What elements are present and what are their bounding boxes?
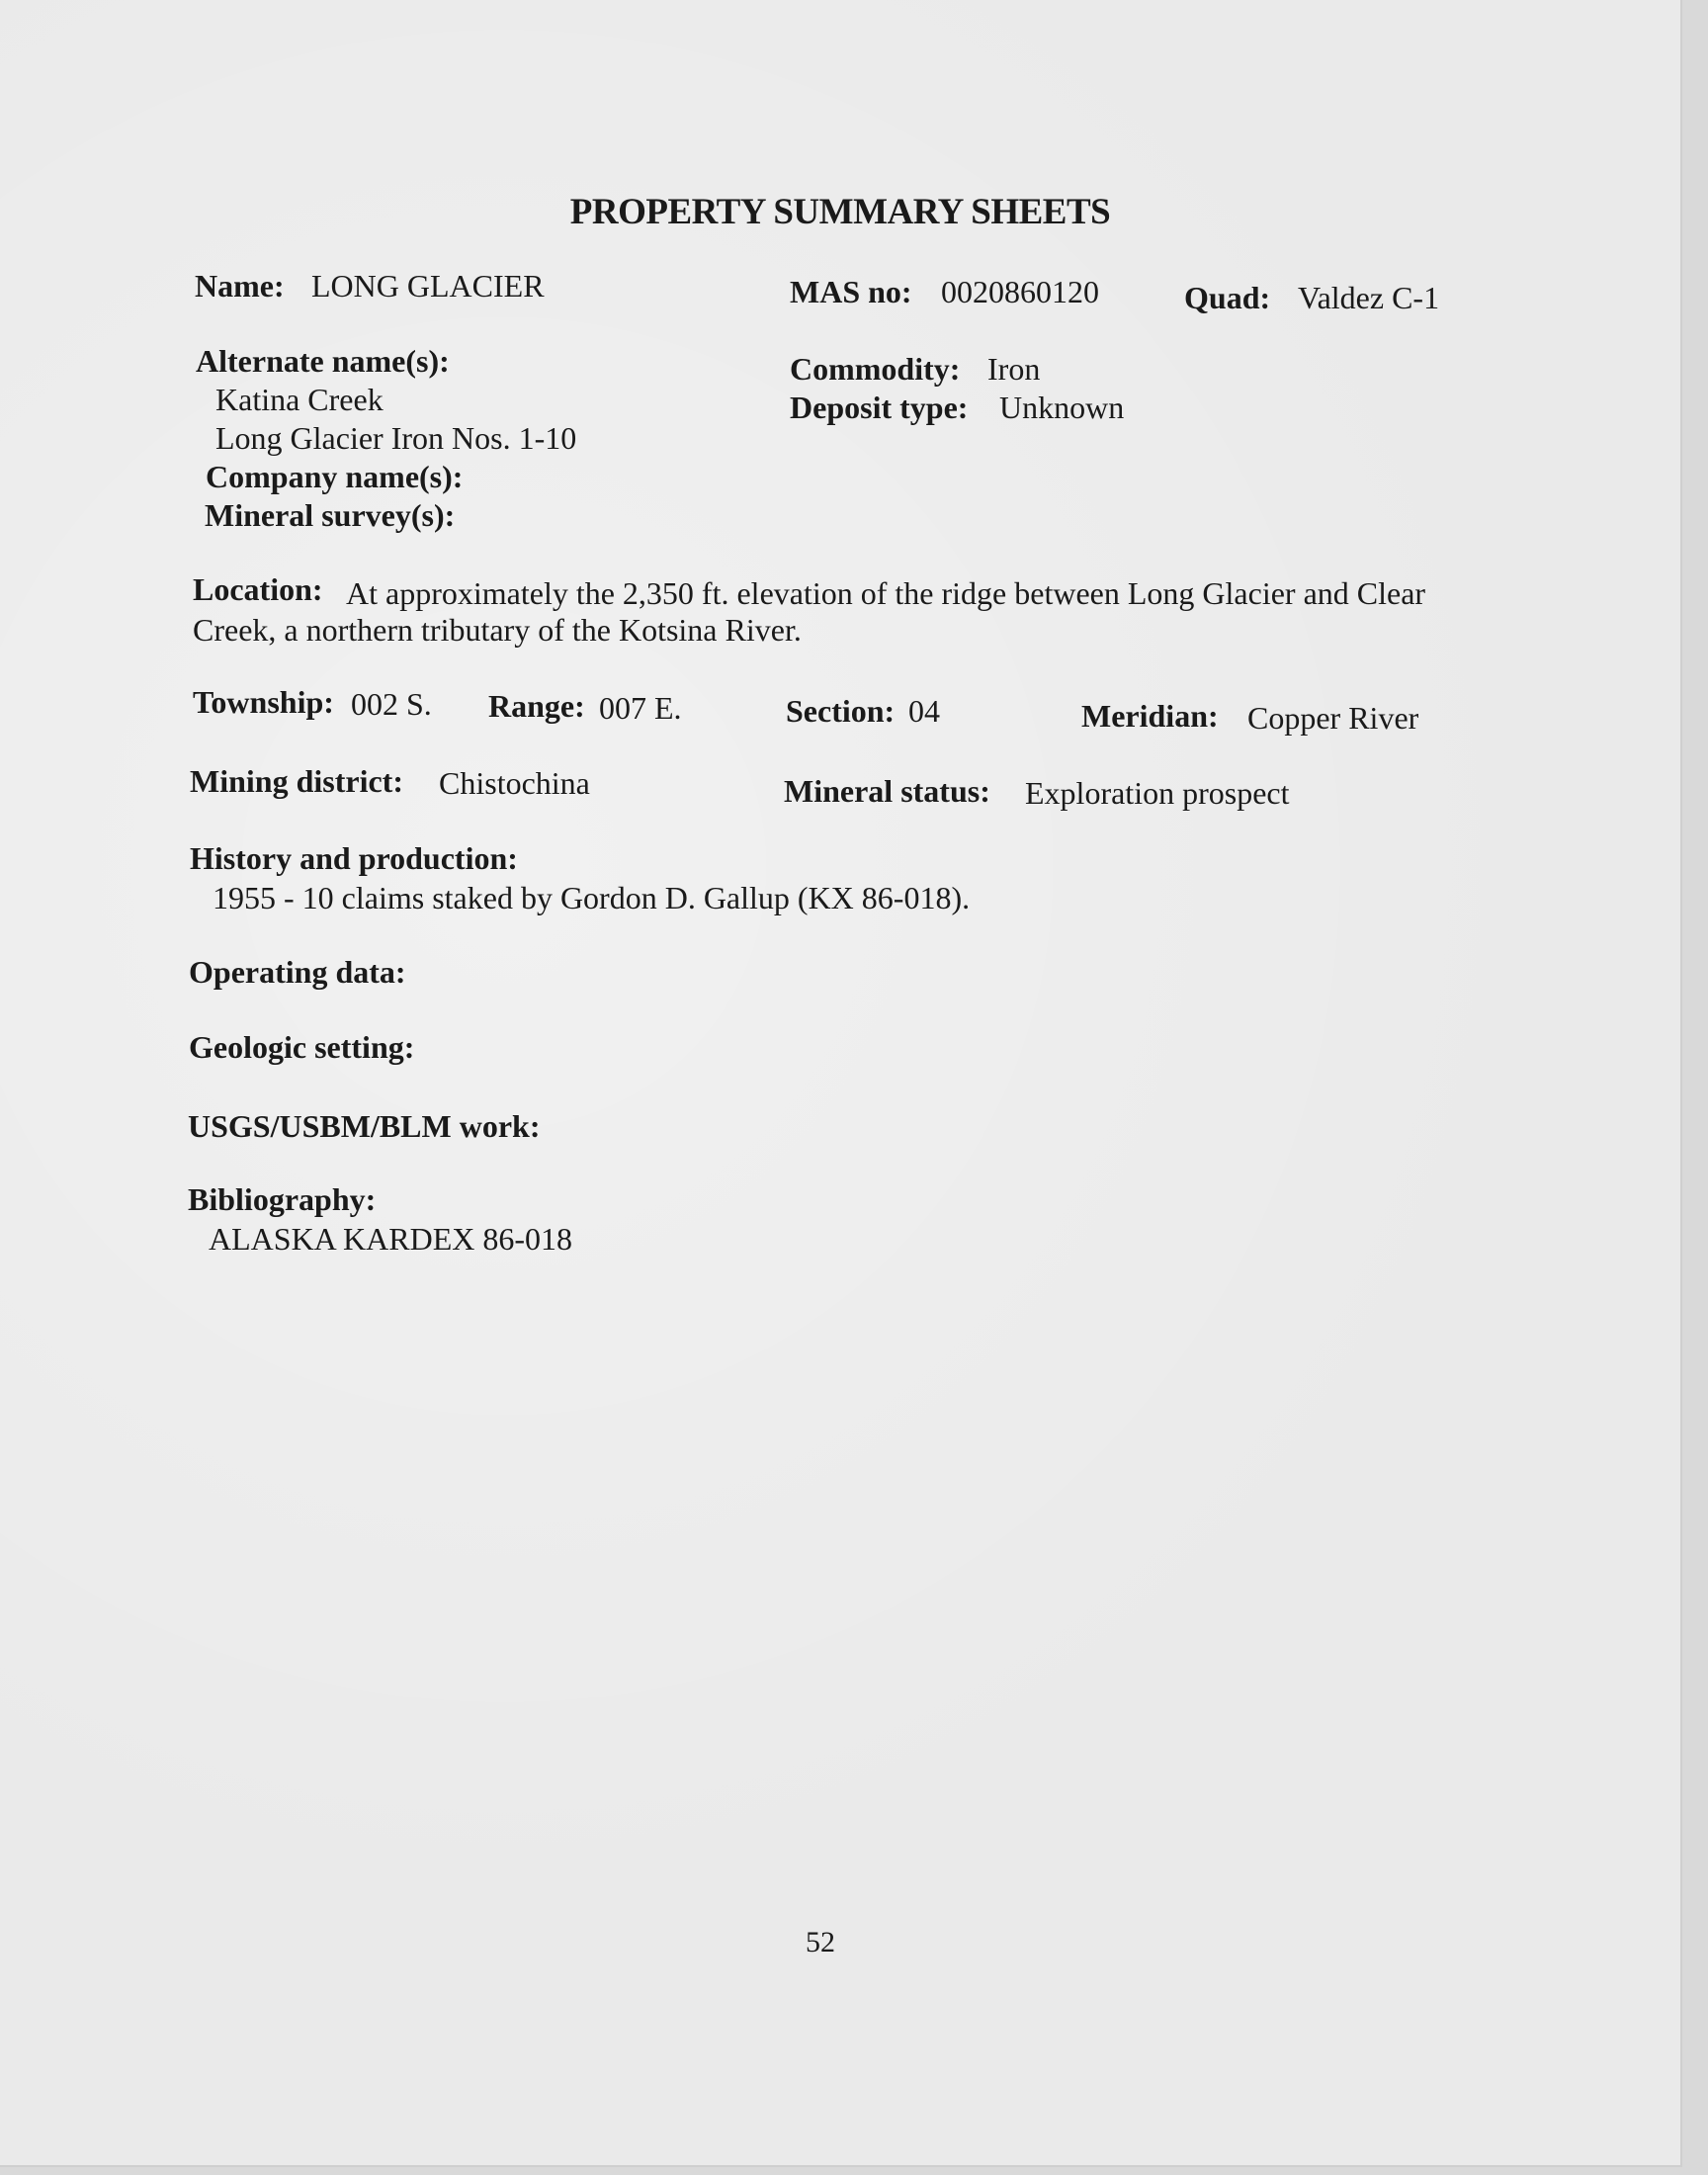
history-text: 1955 - 10 claims staked by Gordon D. Gallup (KX 86-018). <box>213 880 971 915</box>
mineral-status-value: Exploration prospect <box>1025 775 1290 811</box>
deposit-type-label: Deposit type: <box>790 390 969 425</box>
mineral-status-label: Mineral status: <box>784 773 990 809</box>
name-value: LONG GLACIER <box>311 268 545 304</box>
mining-district-label: Mining district: <box>190 763 403 799</box>
name-label: Name: <box>195 268 285 304</box>
section-value: 04 <box>908 693 940 729</box>
range-value: 007 E. <box>599 690 682 726</box>
commodity-label: Commodity: <box>790 351 961 387</box>
commodity-value: Iron <box>987 351 1041 387</box>
page-number: 52 <box>806 1926 835 1958</box>
mas-no-label: MAS no: <box>790 274 912 309</box>
location-line-2: Creek, a northern tributary of the Kotsina River. <box>193 612 802 648</box>
geologic-setting-label: Geologic setting: <box>189 1029 415 1065</box>
deposit-type-value: Unknown <box>999 390 1125 425</box>
range-label: Range: <box>488 688 585 724</box>
quad-label: Quad: <box>1184 280 1271 315</box>
alternate-names-label: Alternate name(s): <box>196 343 450 379</box>
agency-work-label: USGS/USBM/BLM work: <box>188 1108 541 1144</box>
quad-value: Valdez C-1 <box>1298 280 1440 315</box>
page-title: PROPERTY SUMMARY SHEETS <box>569 192 1111 232</box>
bibliography-text: ALASKA KARDEX 86-018 <box>209 1221 572 1257</box>
township-label: Township: <box>193 684 334 720</box>
meridian-label: Meridian: <box>1081 698 1219 734</box>
company-names-label: Company name(s): <box>206 459 464 494</box>
township-value: 002 S. <box>351 686 432 722</box>
meridian-value: Copper River <box>1247 700 1419 736</box>
section-label: Section: <box>786 693 896 729</box>
mas-no-value: 0020860120 <box>941 274 1099 309</box>
location-label: Location: <box>193 571 323 607</box>
alternate-name-item: Long Glacier Iron Nos. 1-10 <box>215 420 577 456</box>
mining-district-value: Chistochina <box>439 765 590 801</box>
operating-data-label: Operating data: <box>189 954 406 990</box>
alternate-name-item: Katina Creek <box>215 382 384 417</box>
location-line-1: At approximately the 2,350 ft. elevation of the ridge between Long Glacier and Clear <box>346 575 1426 611</box>
mineral-surveys-label: Mineral survey(s): <box>205 497 456 533</box>
bibliography-label: Bibliography: <box>188 1181 377 1217</box>
history-label: History and production: <box>190 840 518 876</box>
